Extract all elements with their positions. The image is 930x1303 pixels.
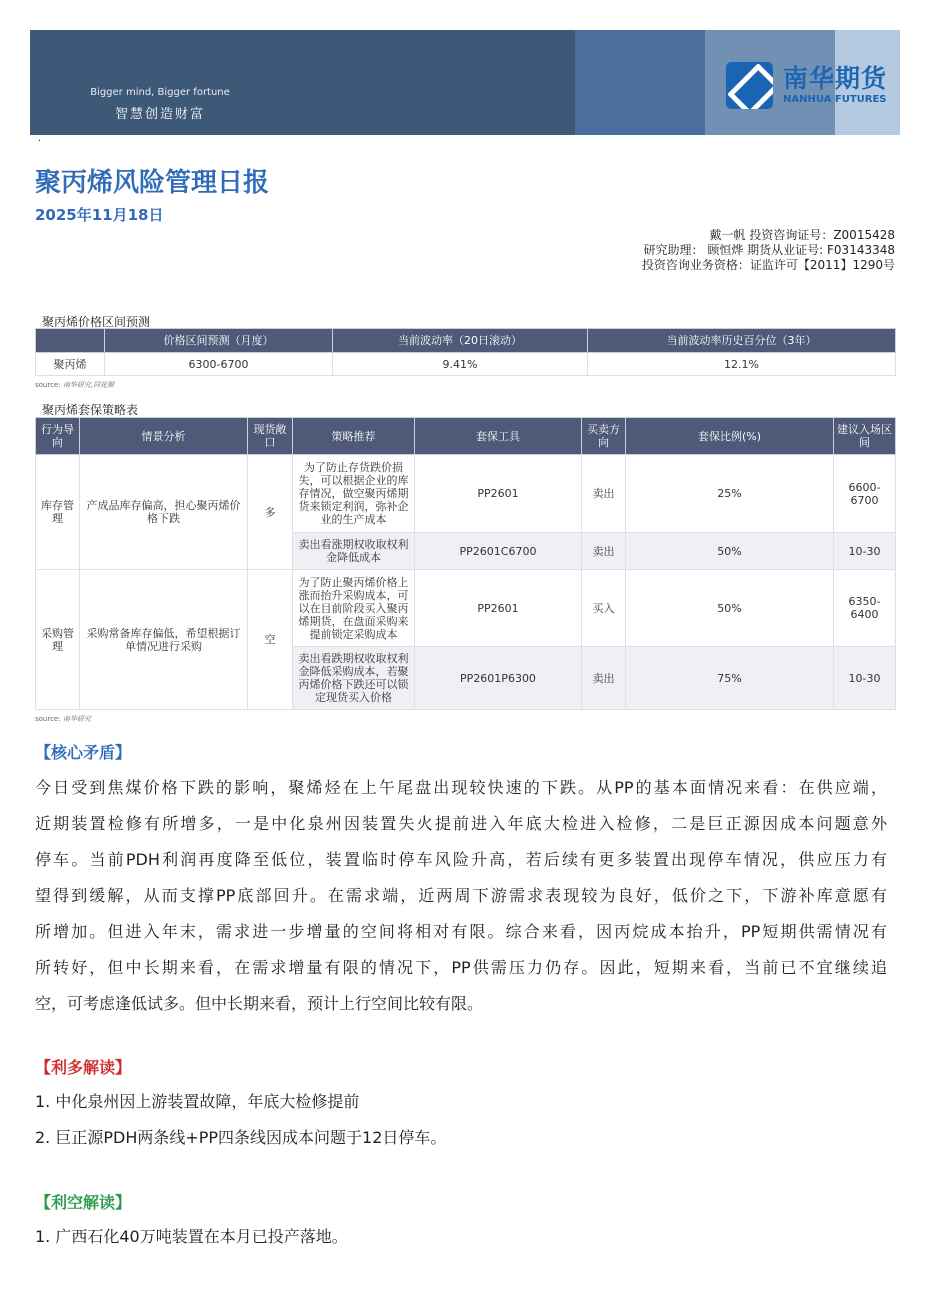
list-item: 1. 广西石化40万吨装置在本月已投产落地。 bbox=[35, 1227, 348, 1246]
header-cell: 情景分析 bbox=[80, 418, 248, 455]
cell: 多 bbox=[248, 455, 293, 570]
core-body bbox=[35, 770, 887, 1022]
cell: 75% bbox=[626, 647, 834, 710]
cell: 10-30 bbox=[834, 647, 896, 710]
body-line: 近期装置检修有所增多，一是中化泉州因装置失火提前进入年底大检进入检修，二是巨正源因成本问题意外 bbox=[35, 814, 887, 833]
cell: 9.41% bbox=[333, 353, 588, 376]
cell: PP2601 bbox=[415, 570, 582, 647]
cell: 买入 bbox=[582, 570, 626, 647]
body-line: 所转好，但中长期来看，在需求增量有限的情况下，PP供需压力仍存。因此，短期来看，当前已不宜继续追 bbox=[35, 958, 887, 977]
cell: 库存管理 bbox=[36, 455, 80, 570]
cell: 卖出 bbox=[582, 647, 626, 710]
header-cell bbox=[36, 329, 105, 353]
header-cell: 买卖方向 bbox=[582, 418, 626, 455]
cell: PP2601C6700 bbox=[415, 533, 582, 570]
bullish-list bbox=[35, 1084, 887, 1156]
cell: 产成品库存偏高，担心聚丙烯价格下跌 bbox=[80, 455, 248, 570]
cell: 12.1% bbox=[588, 353, 896, 376]
logo-en: NANHUA FUTURES bbox=[783, 93, 887, 105]
cell: 50% bbox=[626, 570, 834, 647]
list-item: 2. 巨正源PDH两条线+PP四条线因成本问题于12日停车。 bbox=[35, 1128, 447, 1147]
cell: 卖出 bbox=[582, 533, 626, 570]
table-row bbox=[36, 570, 896, 647]
header-cell: 现货敞口 bbox=[248, 418, 293, 455]
cell: 采购管理 bbox=[36, 570, 80, 710]
body-line: 望得到缓解，从而支撑PP底部回升。在需求端，近两周下游需求表现较为良好，低价之下，下游补库意愿有 bbox=[35, 886, 887, 905]
body-line: 今日受到焦煤价格下跌的影响，聚烯烃在上午尾盘出现较快速的下跌。从PP的基本面情况来看：在供应端， bbox=[35, 778, 887, 797]
slogan-en: Bigger mind, Bigger fortune bbox=[90, 87, 230, 98]
cell: 6300-6700 bbox=[105, 353, 333, 376]
hedge-table-source: source: 南华研究 bbox=[35, 715, 91, 723]
header-cell: 套保工具 bbox=[415, 418, 582, 455]
price-table-label: 聚丙烯价格区间预测 bbox=[42, 315, 151, 329]
cell: 卖出看涨期权收取权利金降低成本 bbox=[293, 533, 415, 570]
page-title: 聚丙烯风险管理日报 bbox=[35, 168, 270, 198]
header-cell: 策略推荐 bbox=[293, 418, 415, 455]
cell: 10-30 bbox=[834, 533, 896, 570]
bearish-list bbox=[35, 1219, 887, 1255]
core-heading: 【核心矛盾】 bbox=[35, 743, 132, 762]
author-info bbox=[642, 228, 895, 273]
price-table-source: source: 南华研究,同花顺 bbox=[35, 381, 115, 389]
hedge-table bbox=[35, 417, 896, 710]
table-row bbox=[36, 455, 896, 533]
price-table bbox=[35, 328, 896, 376]
table-row bbox=[36, 353, 896, 376]
author-line: 戴一帆 投资咨询证号：Z0015428 bbox=[709, 228, 895, 242]
body-line: 停车。当前PDH利润再度降至低位，装置临时停车风险升高，若后续有更多装置出现停车情况，供应压力有 bbox=[35, 850, 887, 869]
header-cell: 价格区间预测（月度） bbox=[105, 329, 333, 353]
author-line: 投资咨询业务资格：证监许可【2011】1290号 bbox=[641, 258, 895, 272]
logo-cn: 南华期货 bbox=[783, 63, 888, 93]
cell: 25% bbox=[626, 455, 834, 533]
nanhua-logo bbox=[726, 62, 887, 109]
cell: 聚丙烯 bbox=[36, 353, 105, 376]
header-cell: 套保比例(%) bbox=[626, 418, 834, 455]
cell: PP2601P6300 bbox=[415, 647, 582, 710]
cell: 卖出 bbox=[582, 455, 626, 533]
cell: 为了防止存货跌价损失，可以根据企业的库存情况，做空聚丙烯期货来锁定利润，弥补企业的生产成本 bbox=[293, 455, 415, 533]
report-page: Bigger mind, Bigger fortune 智慧创造财富 南华期货 NANHUA FUTURES · 聚丙烯风险管理日报 2025年11月18日 戴一帆 投资咨询证号：Z0015428 研究助理： 顾恒烨 期货从业证号: F03143348 投资咨询业务资格：证监许可【2011】1290号 聚丙烯价格区间预测 价格区间预测（月度） 当前波动率（20日滚动） 当前波动率历史百分位（3年） 聚丙烯 6300-6700 9.41% 12.1% source: 南华研究,同花顺 聚丙烯套保策略表 行为导向 情景分析 现货敞口 策略推荐 套保工具 买卖方向 套保比例(%) 建议入场区间 库存管理 产成品库存偏高，担心聚丙烯价格下跌 多 为了防止存货跌价损失，可以根据企业的库存情况，做空聚丙烯期货来锁定利润，弥补企业的生产成本 PP2601 卖出 25% 6600-6700 卖出看涨期权收取权利金降低成本 PP2601C6700 卖出 50% 10-30 采购管理 采购常备库存偏低，希望根据订单情况进行采购 空 为了防止聚丙烯价格上涨而抬升采购成本，可以在目前阶段买入聚丙烯期货，在盘面采购来提前锁定采购成本 PP2601 买入 50% 6350-6400 卖出看跌期权收取权利金降低采购成本，若聚丙烯价格下跌还可以锁定现货买入价格 PP2601P6300 卖出 75% 10-30 source: 南华研究 【核心矛盾】 今日受到焦煤价格下跌的影响，聚烯烃在上午尾盘出现较快速的下跌。从PP的基本面情况来看：在供应端， 近期装置检修有所增多，一是中化泉州因装置失火提前进入年底大检进入检修，二是巨正源因成本问题意外 停车。当前PDH利润再度降至低位，装置临时停车风险升高，若后续有更多装置出现停车情况，供应压力有 望得到缓解，从而支撑PP底部回升。在需求端，近两周下游需求表现较为良好，低价之下，下游补库意愿有 所增加。但进入年末，需求进一步增量的空间将相对有限。综合来看，因丙烷成本抬升，PP短期供需情况有 所转好，但中长期来看，在需求增量有限的情况下，PP供需压力仍存。因此，短期来看，当前已不宜继续追 空，可考虑逢低试多。但中长期来看，预计上行空间比较有限。 【利多解读】 1. 中化泉州因上游装置故障，年底大检修提前 2. 巨正源PDH两条线+PP四条线因成本问题于12日停车。 【利空解读】 1. 广西石化40万吨装置在本月已投产落地。 bbox=[0, 0, 930, 1303]
bearish-heading: 【利空解读】 bbox=[35, 1193, 132, 1212]
list-item: 1. 中化泉州因上游装置故障，年底大检修提前 bbox=[35, 1092, 360, 1111]
author-line: 研究助理： 顾恒烨 期货从业证号: F03143348 bbox=[643, 243, 895, 257]
header-cell: 行为导向 bbox=[36, 418, 80, 455]
body-line: 空，可考虑逢低试多。但中长期来看，预计上行空间比较有限。 bbox=[35, 994, 484, 1013]
header-cell: 当前波动率历史百分位（3年） bbox=[588, 329, 896, 353]
logo-mark-icon bbox=[726, 62, 773, 109]
cell: 6350-6400 bbox=[834, 570, 896, 647]
hedge-table-label: 聚丙烯套保策略表 bbox=[42, 403, 139, 417]
cell: 6600-6700 bbox=[834, 455, 896, 533]
report-date: 2025年11月18日 bbox=[35, 206, 164, 224]
cell: 采购常备库存偏低，希望根据订单情况进行采购 bbox=[80, 570, 248, 710]
cell: 空 bbox=[248, 570, 293, 710]
body-line: 所增加。但进入年末，需求进一步增量的空间将相对有限。综合来看，因丙烷成本抬升，PP短期供需情况有 bbox=[35, 922, 887, 941]
cell: 为了防止聚丙烯价格上涨而抬升采购成本，可以在目前阶段买入聚丙烯期货，在盘面采购来提前锁定采购成本 bbox=[293, 570, 415, 647]
slogan-cn: 智慧创造财富 bbox=[114, 107, 205, 122]
header-cell: 当前波动率（20日滚动） bbox=[333, 329, 588, 353]
cell: 50% bbox=[626, 533, 834, 570]
header-cell: 建议入场区间 bbox=[834, 418, 896, 455]
cell: 卖出看跌期权收取权利金降低采购成本，若聚丙烯价格下跌还可以锁定现货买入价格 bbox=[293, 647, 415, 710]
cell: PP2601 bbox=[415, 455, 582, 533]
bullish-heading: 【利多解读】 bbox=[35, 1058, 132, 1077]
